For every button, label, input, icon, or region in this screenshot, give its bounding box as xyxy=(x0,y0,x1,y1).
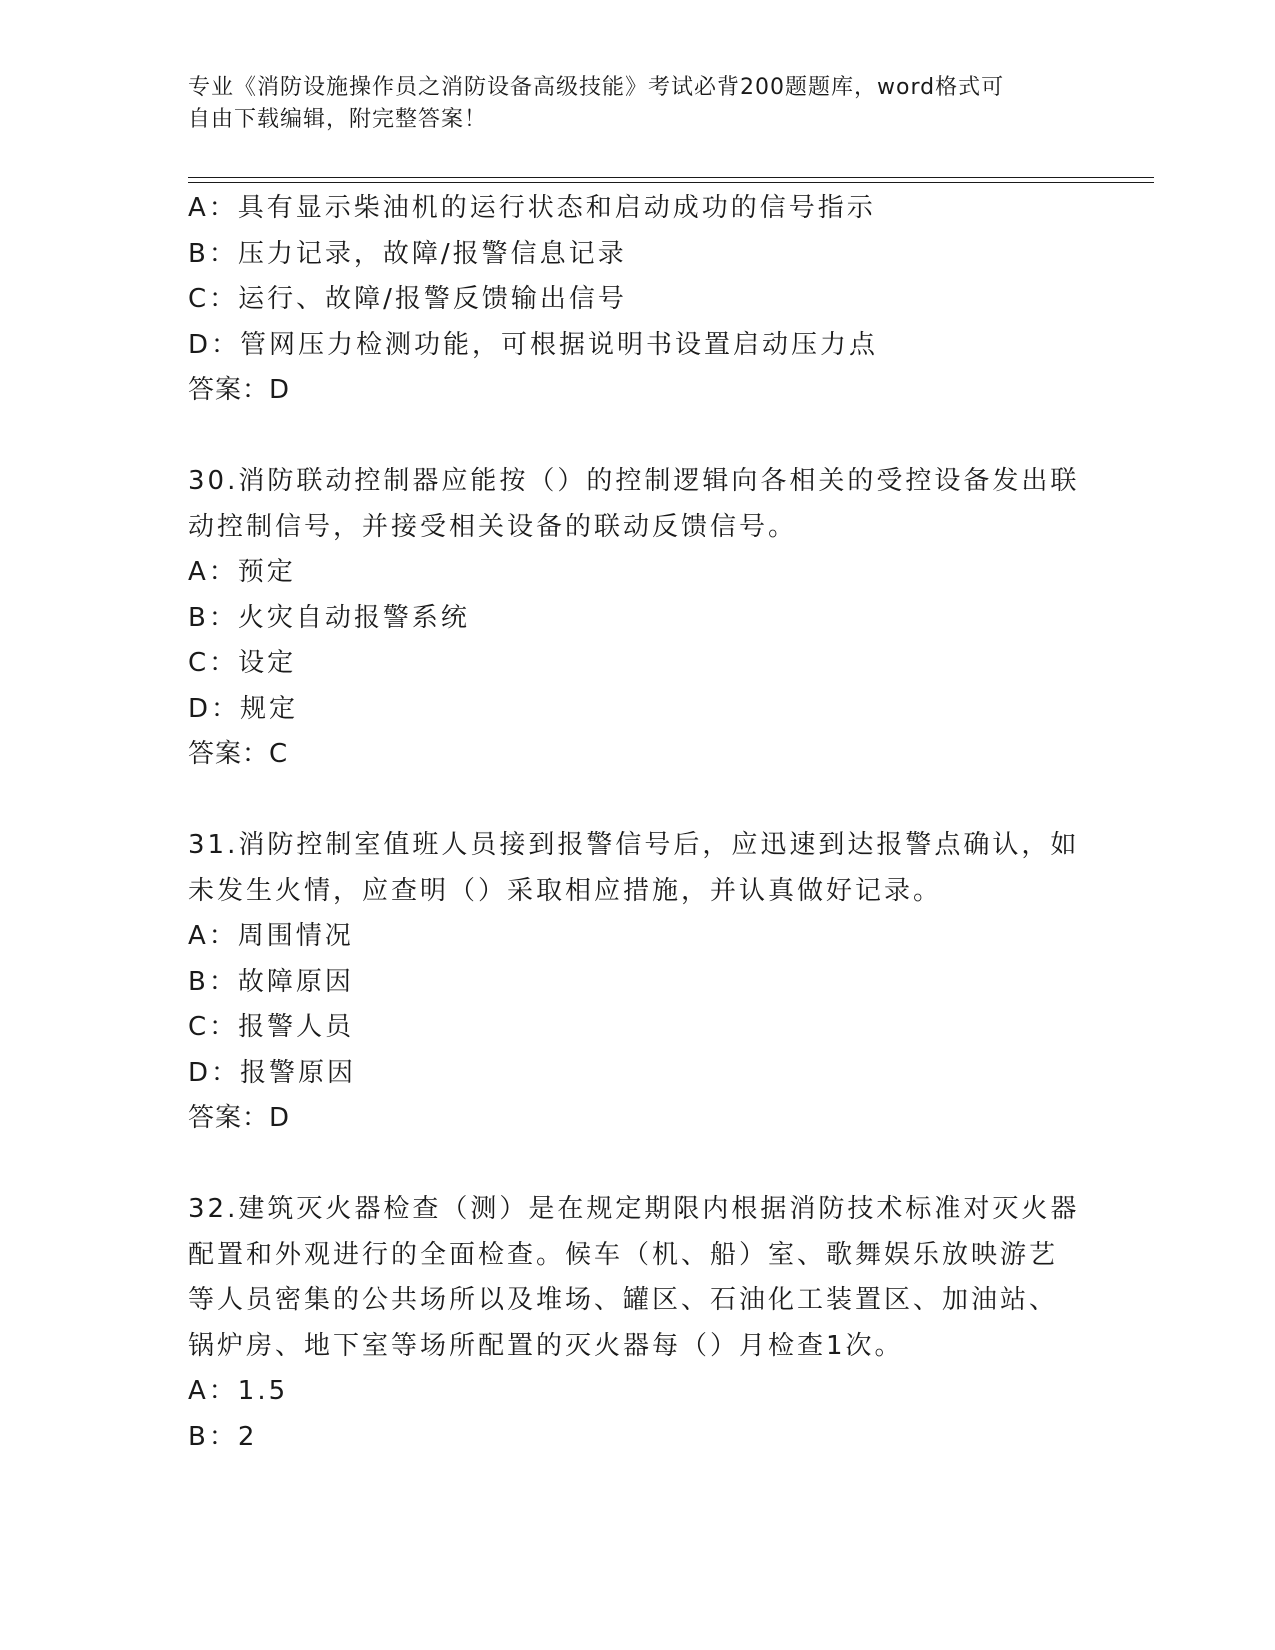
option-c: C：报警人员 xyxy=(188,1012,355,1042)
question-stem: 32.建筑灭火器检查（测）是在规定期限内根据消防技术标准对灭火器 xyxy=(188,1194,1080,1224)
option-b: B：2 xyxy=(188,1421,258,1452)
question-stem: 30.消防联动控制器应能按（）的控制逻辑向各相关的受控设备发出联 xyxy=(188,466,1080,496)
document-body xyxy=(188,186,1088,1460)
option-b: B：火灾自动报警系统 xyxy=(188,602,470,633)
question-block-32 xyxy=(188,1187,1088,1460)
document-header xyxy=(188,72,1068,136)
option-c: C：设定 xyxy=(188,648,297,678)
header-line-1: 专业《消防设施操作员之消防设备高级技能》考试必背200题题库，word格式可 xyxy=(188,75,1005,100)
option-a: A：1.5 xyxy=(188,1376,289,1406)
question-stem: 锅炉房、地下室等场所配置的灭火器每（）月检查1次。 xyxy=(188,1330,904,1361)
header-rule-bottom xyxy=(188,182,1154,183)
header-line-2: 自由下载编辑，附完整答案！ xyxy=(188,107,488,132)
option-a: A：预定 xyxy=(188,557,296,587)
answer: 答案：C xyxy=(188,739,289,769)
question-stem: 31.消防控制室值班人员接到报警信号后，应迅速到达报警点确认，如 xyxy=(188,830,1080,860)
option-d: D：管网压力检测功能，可根据说明书设置启动压力点 xyxy=(188,329,879,360)
question-stem: 未发生火情，应查明（）采取相应措施，并认真做好记录。 xyxy=(188,875,943,906)
question-stem: 动控制信号，并接受相关设备的联动反馈信号。 xyxy=(188,511,798,542)
option-d: D：规定 xyxy=(188,693,299,724)
option-b: B：故障原因 xyxy=(188,966,354,997)
header-rule-top xyxy=(188,177,1154,178)
option-a: A：具有显示柴油机的运行状态和启动成功的信号指示 xyxy=(188,193,876,223)
option-b: B：压力记录，故障/报警信息记录 xyxy=(188,238,627,269)
question-block-30 xyxy=(188,459,1088,778)
option-d: D：报警原因 xyxy=(188,1057,357,1088)
question-block-31 xyxy=(188,823,1088,1142)
question-block-29 xyxy=(188,186,1088,414)
option-a: A：周围情况 xyxy=(188,921,354,951)
option-c: C：运行、故障/报警反馈输出信号 xyxy=(188,284,627,314)
answer: 答案：D xyxy=(188,375,291,405)
answer: 答案：D xyxy=(188,1103,291,1133)
question-stem: 配置和外观进行的全面检查。候车（机、船）室、歌舞娱乐放映游艺 xyxy=(188,1239,1059,1270)
question-stem: 等人员密集的公共场所以及堆场、罐区、石油化工装置区、加油站、 xyxy=(188,1285,1059,1315)
